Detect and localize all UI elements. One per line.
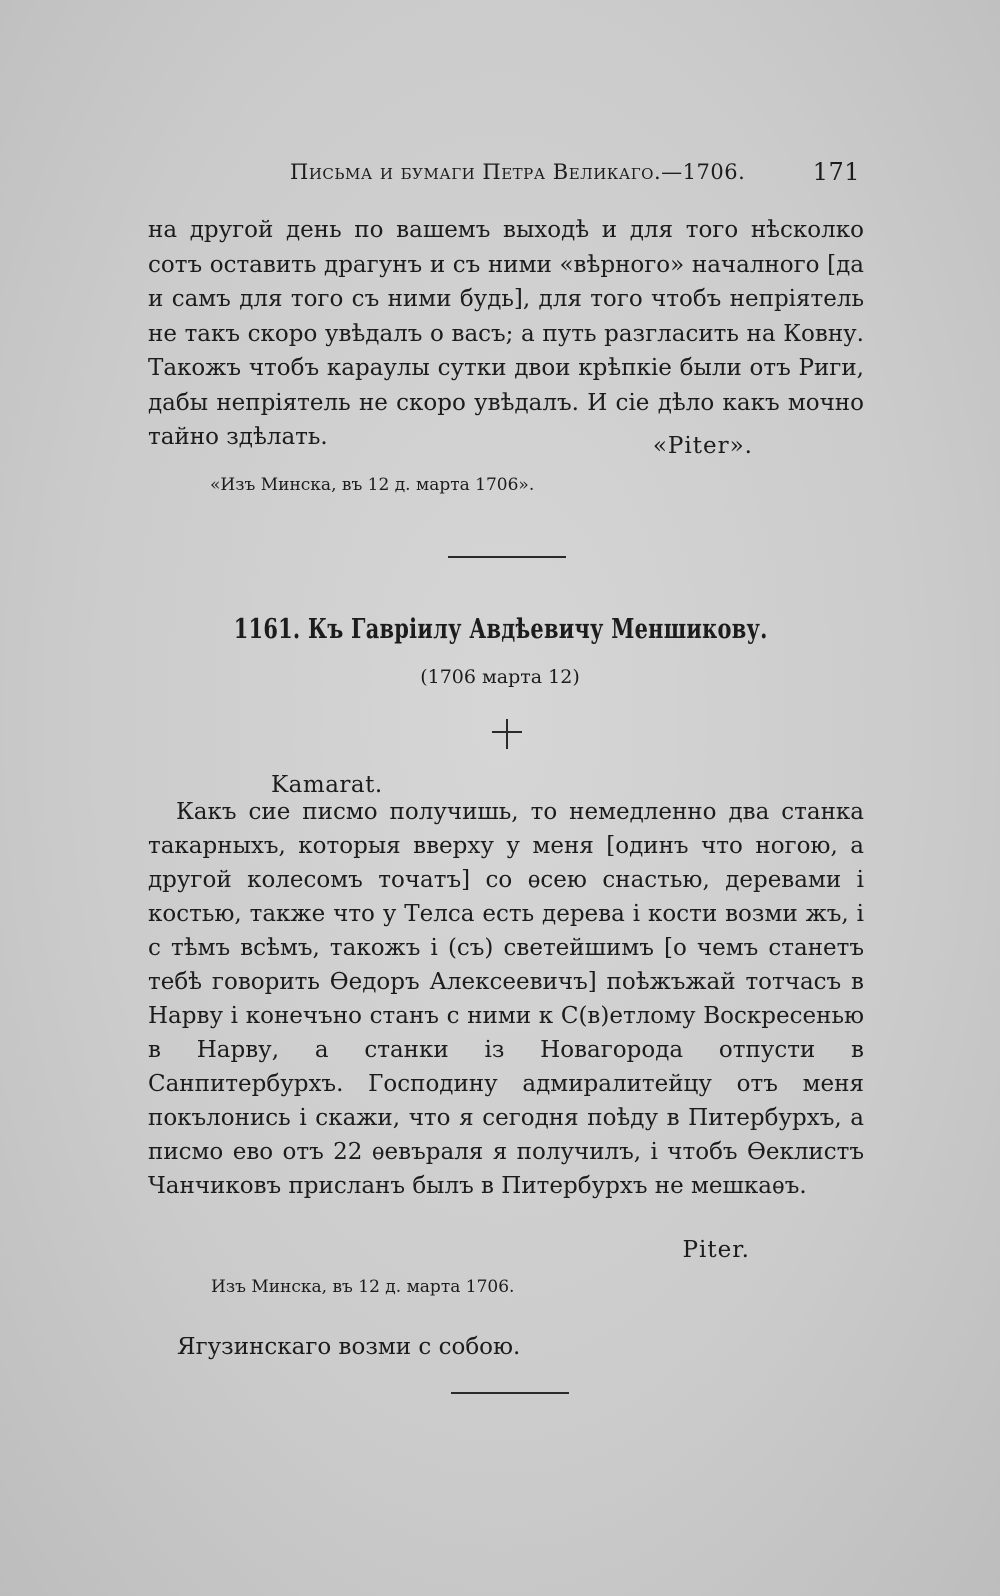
place-date: Изъ Минска, въ 12 д. марта 1706. <box>211 1277 515 1297</box>
page-number: 171 <box>812 158 860 186</box>
signature: «Piter». <box>652 433 753 459</box>
salutation: Kamarat. <box>271 772 383 798</box>
paragraph: Какъ сие писмо получишь, то немедленно два станка такарныхъ, которыя вверху у меня [одинъ что ногою, а другой колесомъ точатъ] со ѳсею снастью, деревами і костью, также что у Телса есть дерева і кости возми жъ, і с тѣмъ всѣмъ, такожъ і (съ) светейшимъ [о чемъ станетъ тебѣ говорить Ѳедоръ Алексеевичъ] поѣжъжай тотчасъ в Нарву і конечъно станъ с ними к С(в)етлому Воскресенью в Нарву, а станки із Новагорода отпусти в Санпитербурхъ. Господину адмиралитейцу отъ меня покълонись і скажи, что я сегодня поѣду в Питербурхъ, а писмо ево отъ 22 ѳевъраля я получилъ, і чтобъ Ѳеклистъ Чанчиковъ присланъ былъ в Питербурхъ не мешкаѳъ. <box>148 799 864 1199</box>
running-header <box>290 160 860 190</box>
postscript: Ягузинскаго возми с собою. <box>177 1334 521 1360</box>
letter-heading: 1161. Къ Гавріилу Авдѣевичу Меншикову. <box>233 614 768 645</box>
cross-icon <box>492 719 522 749</box>
running-title: Письма и бумаги Петра Великаго.—1706. <box>290 160 746 184</box>
letter-text <box>148 795 864 1203</box>
paragraph: на другой день по вашемъ выходѣ и для того нѣсколко сотъ оставить драгунъ и съ ними «вѣрного» началного [да и самъ для того съ ними будь], для того чтобъ непріятель не такъ скоро увѣдалъ о васъ; а путь разгласить на Ковну. Такожъ чтобъ караулы сутки двои крѣпкіе были отъ Риги, дабы непріятель не скоро увѣдалъ. И сіе дѣло какъ мочно тайно здѣлать. <box>148 217 864 450</box>
section-divider <box>448 556 566 558</box>
letter-date: (1706 марта 12) <box>420 666 580 688</box>
signature: Piter. <box>682 1237 750 1263</box>
place-date: «Изъ Минска, въ 12 д. марта 1706». <box>210 475 535 495</box>
section-divider <box>451 1392 569 1394</box>
previous-letter-text <box>148 213 864 455</box>
